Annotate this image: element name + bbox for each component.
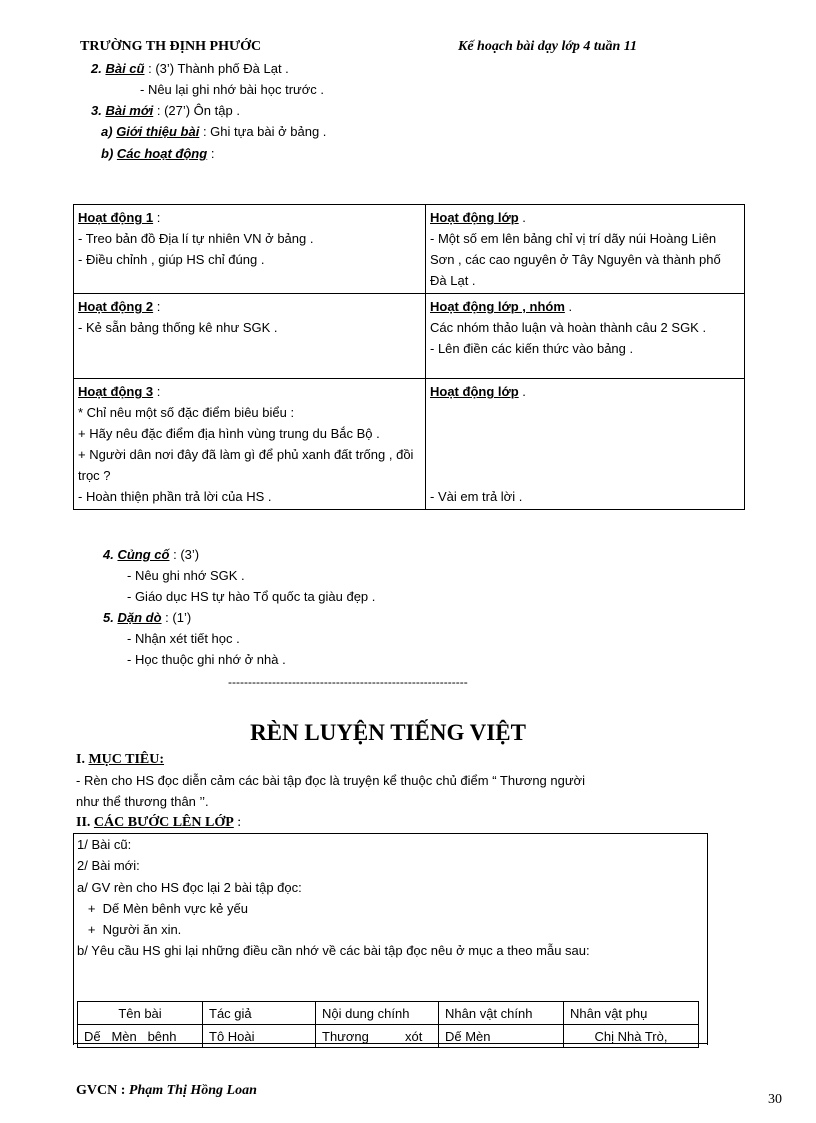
- item-3-label: Bài mới: [105, 103, 154, 118]
- activity-2-student-line-2: - Lên điền các kiến thức vào bảng .: [430, 341, 634, 356]
- footer-name: Phạm Thị Hồng Loan: [128, 1083, 257, 1098]
- activities-table: [73, 204, 745, 510]
- item-a: [101, 123, 326, 141]
- section-1-label: MỤC TIÊU:: [88, 752, 165, 767]
- table-cell: Thương xót: [316, 1025, 439, 1048]
- activity-2-title: Hoạt động 2: [78, 299, 154, 314]
- section-2-num: II.: [76, 815, 91, 830]
- item-2-sub: - Nêu lại ghi nhớ bài học trước .: [140, 82, 324, 97]
- table-cell: Dế Mèn: [439, 1025, 564, 1048]
- activity-3-line-2: + Hãy nêu đặc điểm địa hình vùng trung du Bắc Bộ .: [78, 426, 380, 441]
- activity-2-student-title-suffix: .: [564, 299, 573, 314]
- section-2-suffix: :: [233, 815, 242, 830]
- item-3: [91, 102, 240, 120]
- activity-row: [74, 205, 745, 294]
- item-4-line-2: - Giáo dục HS tự hào Tổ quốc ta giàu đẹp .: [127, 589, 376, 604]
- activity-row: [74, 379, 745, 510]
- activity-1-student-line-1: - Một số em lên bảng chỉ vị trí dãy núi Hoàng Liên Sơn , các cao nguyên ở Tây Nguyên và thành phố Đà Lạt .: [430, 231, 721, 288]
- section-1-num: I.: [76, 752, 85, 767]
- activity-1-student-title: Hoạt động lớp: [430, 210, 519, 225]
- item-2: [91, 60, 289, 78]
- activity-1-line-2: - Điều chỉnh , giúp HS chỉ đúng .: [78, 252, 265, 267]
- item-2-text: : (3’) Thành phố Đà Lạt .: [148, 61, 289, 76]
- activity-3-line-4: - Hoàn thiện phần trả lời của HS .: [78, 489, 272, 504]
- footer-label: GVCN :: [76, 1083, 126, 1098]
- footer-teacher: [76, 1082, 257, 1100]
- item-4-num: 4.: [103, 547, 114, 562]
- activity-3-student-title-suffix: .: [518, 384, 526, 399]
- table-header-cell: Nhân vật chính: [439, 1002, 564, 1025]
- table-header-cell: Tên bài: [78, 1002, 203, 1025]
- separator: ------------------------------------------------------------: [228, 675, 468, 689]
- item-5-num: 5.: [103, 610, 114, 625]
- item-5-label: Dặn dò: [117, 610, 162, 625]
- item-a-text: : Ghi tựa bài ở bảng .: [202, 124, 327, 139]
- step-6: b/ Yêu cầu HS ghi lại những điều cần nhớ về các bài tập đọc nêu ở mục a theo mẫu sau:: [77, 943, 590, 958]
- reading-table: [77, 1001, 699, 1048]
- plan-title: Kế hoạch bài dạy lớp 4 tuần 11: [458, 39, 638, 54]
- table-header-row: [78, 1002, 699, 1025]
- table-cell: Dế Mèn bênh: [78, 1025, 203, 1048]
- lesson-title: RÈN LUYỆN TIẾNG VIỆT: [250, 720, 526, 745]
- step-1: 1/ Bài cũ:: [77, 837, 132, 852]
- activity-2-title-suffix: :: [153, 299, 161, 314]
- page-bottom-rule: [73, 1043, 708, 1044]
- item-a-prefix: a): [101, 124, 113, 139]
- section-1-heading: [76, 751, 164, 769]
- page-number: 30: [768, 1092, 782, 1107]
- item-b-text: :: [210, 146, 215, 161]
- activity-3-student-line-1: - Vài em trả lời .: [430, 489, 523, 504]
- item-5: [103, 609, 191, 627]
- activity-1-teacher: [74, 205, 426, 294]
- section-1-line-1: - Rèn cho HS đọc diễn cảm các bài tập đọc là truyện kể thuộc chủ điểm “ Thương người: [76, 773, 585, 788]
- section-2-label: CÁC BƯỚC LÊN LỚP: [93, 815, 234, 830]
- item-2-num: 2.: [91, 61, 102, 76]
- activity-3-title: Hoạt động 3: [78, 384, 154, 399]
- activity-1-title: Hoạt động 1: [78, 210, 154, 225]
- item-a-label: Giới thiệu bài: [116, 124, 200, 139]
- activity-1-title-suffix: :: [153, 210, 161, 225]
- activity-3-line-3: + Người dân nơi đây đã làm gì để phủ xanh đất trống , đồi trọc ?: [78, 447, 414, 483]
- item-3-text: : (27’) Ôn tập .: [156, 103, 240, 118]
- item-2-label: Bài cũ: [105, 61, 145, 76]
- activity-3-student-title: Hoạt động lớp: [430, 384, 519, 399]
- item-3-num: 3.: [91, 103, 102, 118]
- step-2: 2/ Bài mới:: [77, 858, 140, 873]
- activity-2-student-line-1: Các nhóm thảo luận và hoàn thành câu 2 SGK .: [430, 320, 707, 335]
- item-4: [103, 546, 199, 564]
- item-4-line-1: - Nêu ghi nhớ SGK .: [127, 568, 245, 583]
- step-4: + Dế Mèn bênh vực kẻ yếu: [77, 901, 248, 916]
- section-2-heading: [76, 814, 241, 832]
- activity-2-student: [426, 294, 745, 379]
- item-4-text: : (3’): [173, 547, 200, 562]
- table-row: [78, 1025, 699, 1048]
- activity-3-line-1: * Chỉ nêu một số đặc điểm biêu biểu :: [78, 405, 295, 420]
- activity-row: [74, 294, 745, 379]
- activity-3-student: [426, 379, 745, 510]
- school-name: TRƯỜNG TH ĐỊNH PHƯỚC: [80, 39, 262, 54]
- activity-1-student: [426, 205, 745, 294]
- item-5-line-2: - Học thuộc ghi nhớ ở nhà .: [127, 652, 286, 667]
- item-b-label: Các hoạt động: [116, 146, 208, 161]
- activity-2-teacher: [74, 294, 426, 379]
- table-cell: Chị Nhà Trò,: [564, 1025, 699, 1048]
- item-4-label: Củng cố: [117, 547, 170, 562]
- table-header-cell: Nội dung chính: [316, 1002, 439, 1025]
- item-5-text: : (1’): [165, 610, 192, 625]
- activity-2-line-1: - Kẻ sẵn bảng thống kê như SGK .: [78, 320, 278, 335]
- activity-3-title-suffix: :: [153, 384, 161, 399]
- section-1-line-2: như thể thương thân ’’.: [76, 794, 209, 809]
- table-header-cell: Nhân vật phụ: [564, 1002, 699, 1025]
- table-cell: Tô Hoài: [203, 1025, 316, 1048]
- item-5-line-1: - Nhận xét tiết học .: [127, 631, 240, 646]
- activity-2-student-title: Hoạt động lớp , nhóm: [430, 299, 565, 314]
- item-b-prefix: b): [101, 146, 114, 161]
- activity-3-teacher: [74, 379, 426, 510]
- item-b: [101, 145, 214, 163]
- activity-1-line-1: - Treo bản đồ Địa lí tự nhiên VN ở bảng .: [78, 231, 314, 246]
- step-5: + Người ăn xin.: [77, 922, 182, 937]
- step-3: a/ GV rèn cho HS đọc lại 2 bài tập đọc:: [77, 880, 302, 895]
- table-header-cell: Tác giả: [203, 1002, 316, 1025]
- activity-1-student-title-suffix: .: [518, 210, 526, 225]
